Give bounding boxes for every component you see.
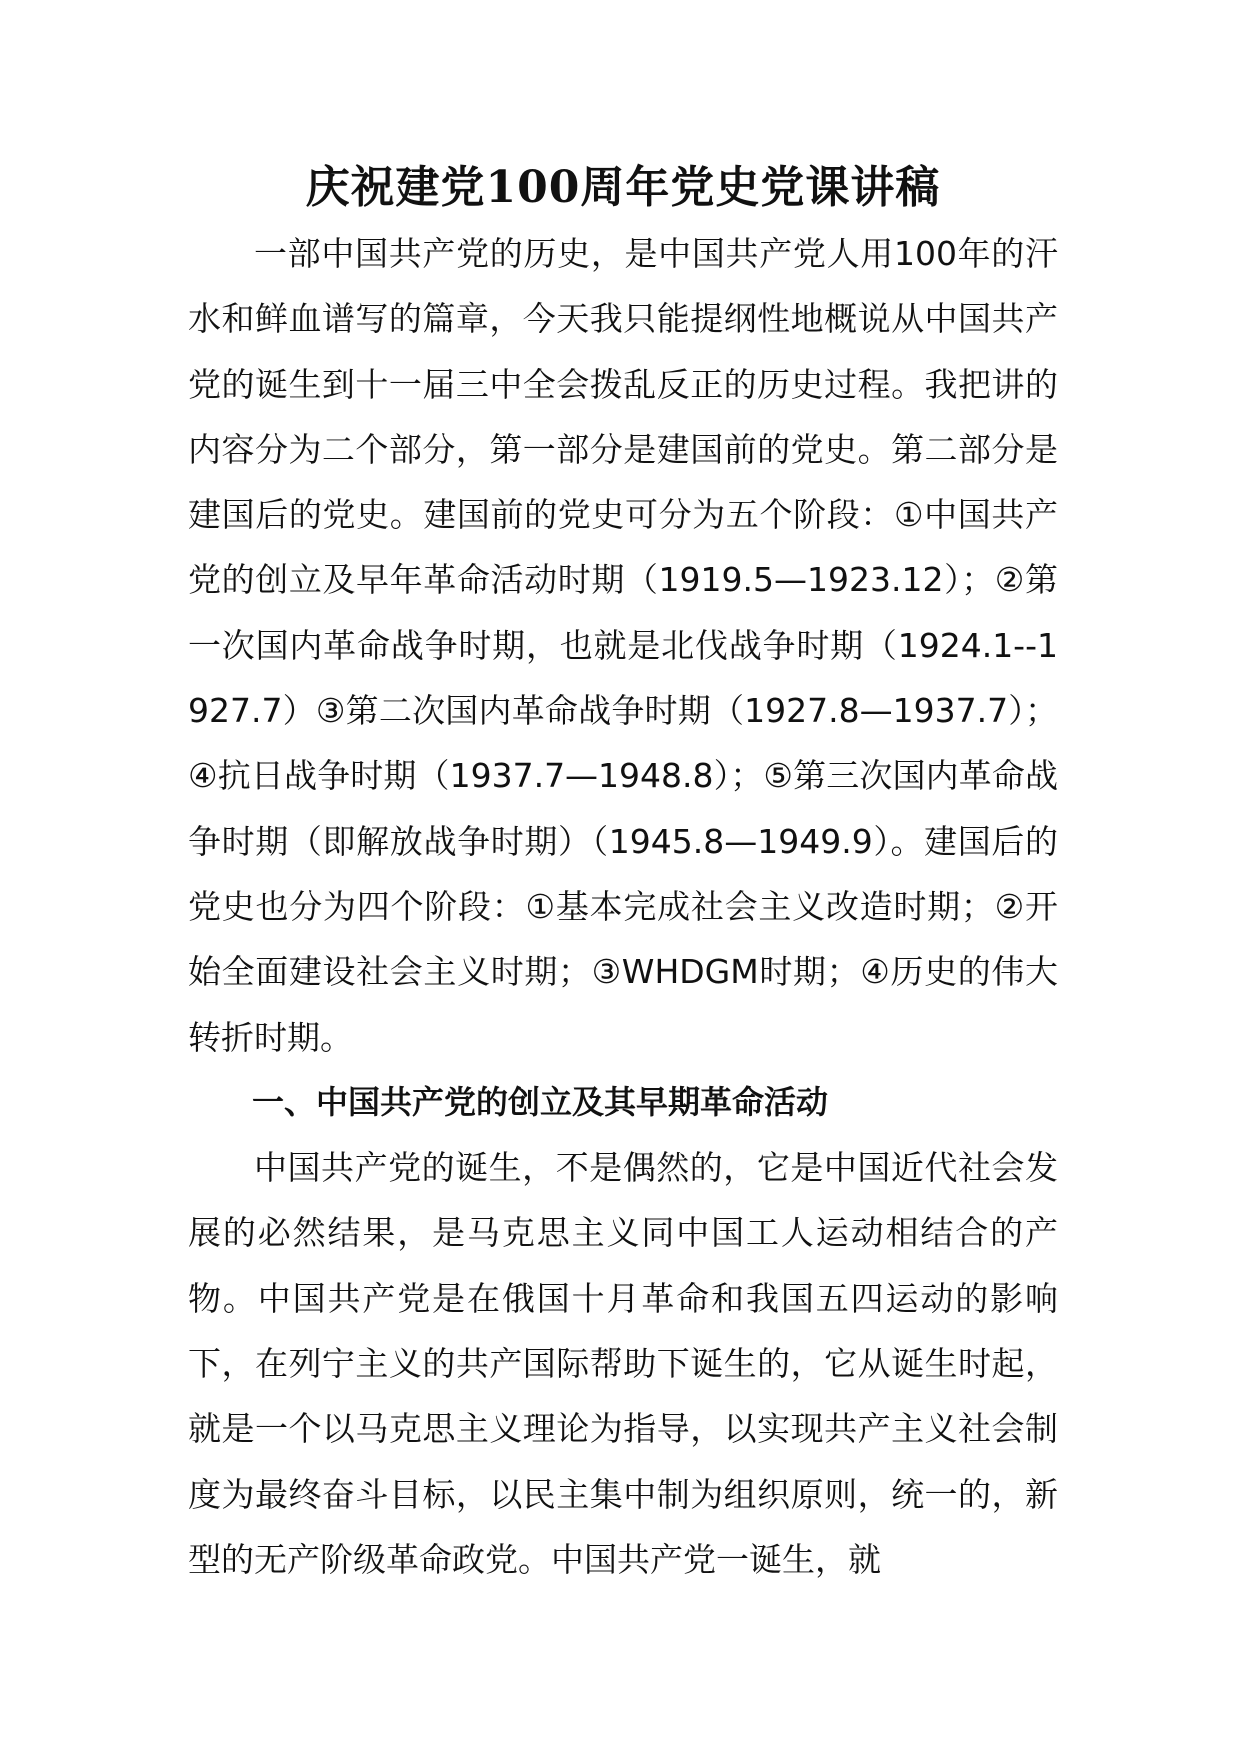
- section-paragraph: 中国共产党的诞生，不是偶然的，它是中国近代社会发展的必然结果，是马克思主义同中国工人运动相结合的产物。中国共产党是在俄国十月革命和我国五四运动的影响下，在列宁主义的共产国际帮助下诞生的，它从诞生时起，就是一个以马克思主义理论为指导，以实现共产主义社会制度为最终奋斗目标，以民主集中制为组织原则，统一的，新型的无产阶级革命政党。中国共产党一诞生，就: [188, 1148, 1058, 1579]
- section-heading: 一、中国共产党的创立及其早期革命活动: [252, 1082, 829, 1121]
- document-body: [188, 155, 1058, 1592]
- intro-paragraph: 一部中国共产党的历史，是中国共产党人用100年的汗水和鲜血谱写的篇章，今天我只能提纲性地概说从中国共产党的诞生到十一届三中全会拨乱反正的历史过程。我把讲的内容分为二个部分，第一部分是建国前的党史。第二部分是建国后的党史。建国前的党史可分为五个阶段：①中国共产党的创立及早年革命活动时期（1919.5—1923.12）；②第一次国内革命战争时期，也就是北伐战争时期（1924.1--1927.7）③第二次国内革命战争时期（1927.8—1937.7）；④抗日战争时期（1937.7—1948.8）；⑤第三次国内革命战争时期（即解放战争时期）（1945.8—1949.9）。建国后的党史也分为四个阶段：①基本完成社会主义改造时期；②开始全面建设社会主义时期；③WHDGM时期；④历史的伟大转折时期。: [188, 234, 1058, 1057]
- document-title: 庆祝建党100周年党史党课讲稿: [305, 162, 941, 213]
